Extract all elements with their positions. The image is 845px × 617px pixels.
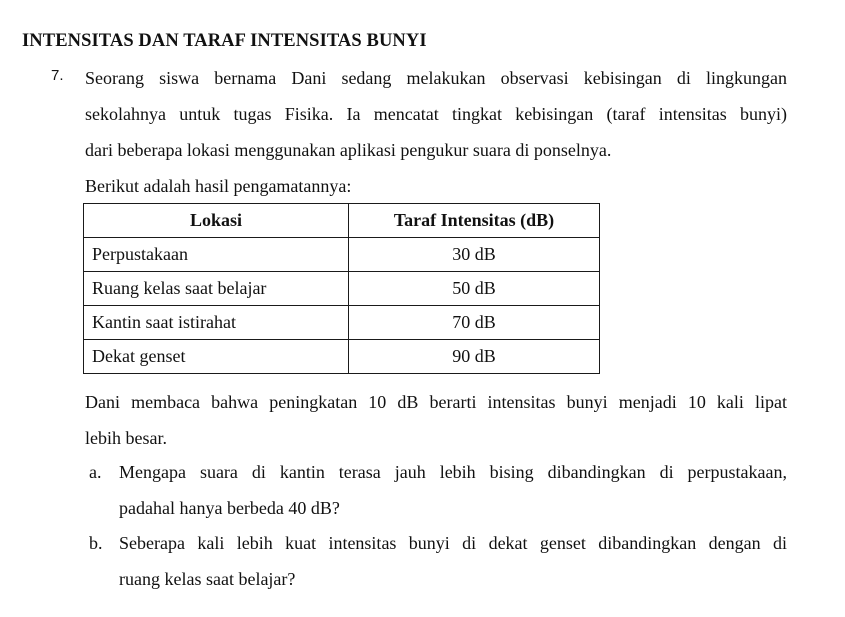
paragraph-line: Seorang siswa bernama Dani sedang melakukan observasi kebisingan di lingkungan bbox=[85, 68, 787, 88]
subquestion-text bbox=[119, 454, 787, 526]
subquestion-text bbox=[119, 525, 787, 597]
subquestion-line: Mengapa suara di kantin terasa jauh lebih bising dibandingkan di perpustakaan, bbox=[119, 462, 787, 482]
subquestion-b bbox=[89, 525, 789, 597]
table-row bbox=[84, 238, 600, 272]
subquestion-line: Seberapa kali lebih kuat intensitas bunyi di dekat genset dibandingkan dengan di bbox=[119, 533, 787, 553]
observation-table bbox=[83, 203, 600, 374]
note-line: Dani membaca bahwa peningkatan 10 dB berarti intensitas bunyi menjadi 10 kali lipat bbox=[85, 392, 787, 412]
subquestion-letter: a. bbox=[89, 462, 102, 482]
header-intensity-level: Taraf Intensitas (dB) bbox=[349, 204, 600, 238]
note-paragraph bbox=[85, 384, 787, 456]
table-header-row bbox=[84, 204, 600, 238]
header-location: Lokasi bbox=[84, 204, 349, 238]
cell-intensity-level: 70 dB bbox=[349, 306, 600, 340]
cell-intensity-level: 90 dB bbox=[349, 340, 600, 374]
cell-intensity-level: 50 dB bbox=[349, 272, 600, 306]
subquestion-letter: b. bbox=[89, 533, 103, 553]
cell-location: Perpustakaan bbox=[84, 238, 349, 272]
paragraph-line: dari beberapa lokasi menggunakan aplikasi pengukur suara di ponselnya. bbox=[85, 140, 612, 160]
section-title: INTENSITAS DAN TARAF INTENSITAS BUNYI bbox=[22, 31, 427, 51]
subquestion-line: padahal hanya berbeda 40 dB? bbox=[119, 498, 340, 518]
cell-location: Kantin saat istirahat bbox=[84, 306, 349, 340]
table-row bbox=[84, 306, 600, 340]
cell-intensity-level: 30 dB bbox=[349, 238, 600, 272]
table-row bbox=[84, 340, 600, 374]
table-intro: Berikut adalah hasil pengamatannya: bbox=[85, 176, 352, 196]
table-row bbox=[84, 272, 600, 306]
cell-location: Dekat genset bbox=[84, 340, 349, 374]
paragraph-line: sekolahnya untuk tugas Fisika. Ia mencatat tingkat kebisingan (taraf intensitas bunyi) bbox=[85, 104, 787, 124]
cell-location: Ruang kelas saat belajar bbox=[84, 272, 349, 306]
subquestion-a bbox=[89, 454, 789, 526]
subquestion-line: ruang kelas saat belajar? bbox=[119, 569, 296, 589]
question-number: 7. bbox=[51, 67, 64, 84]
question-paragraph bbox=[85, 60, 787, 168]
note-line: lebih besar. bbox=[85, 428, 167, 448]
